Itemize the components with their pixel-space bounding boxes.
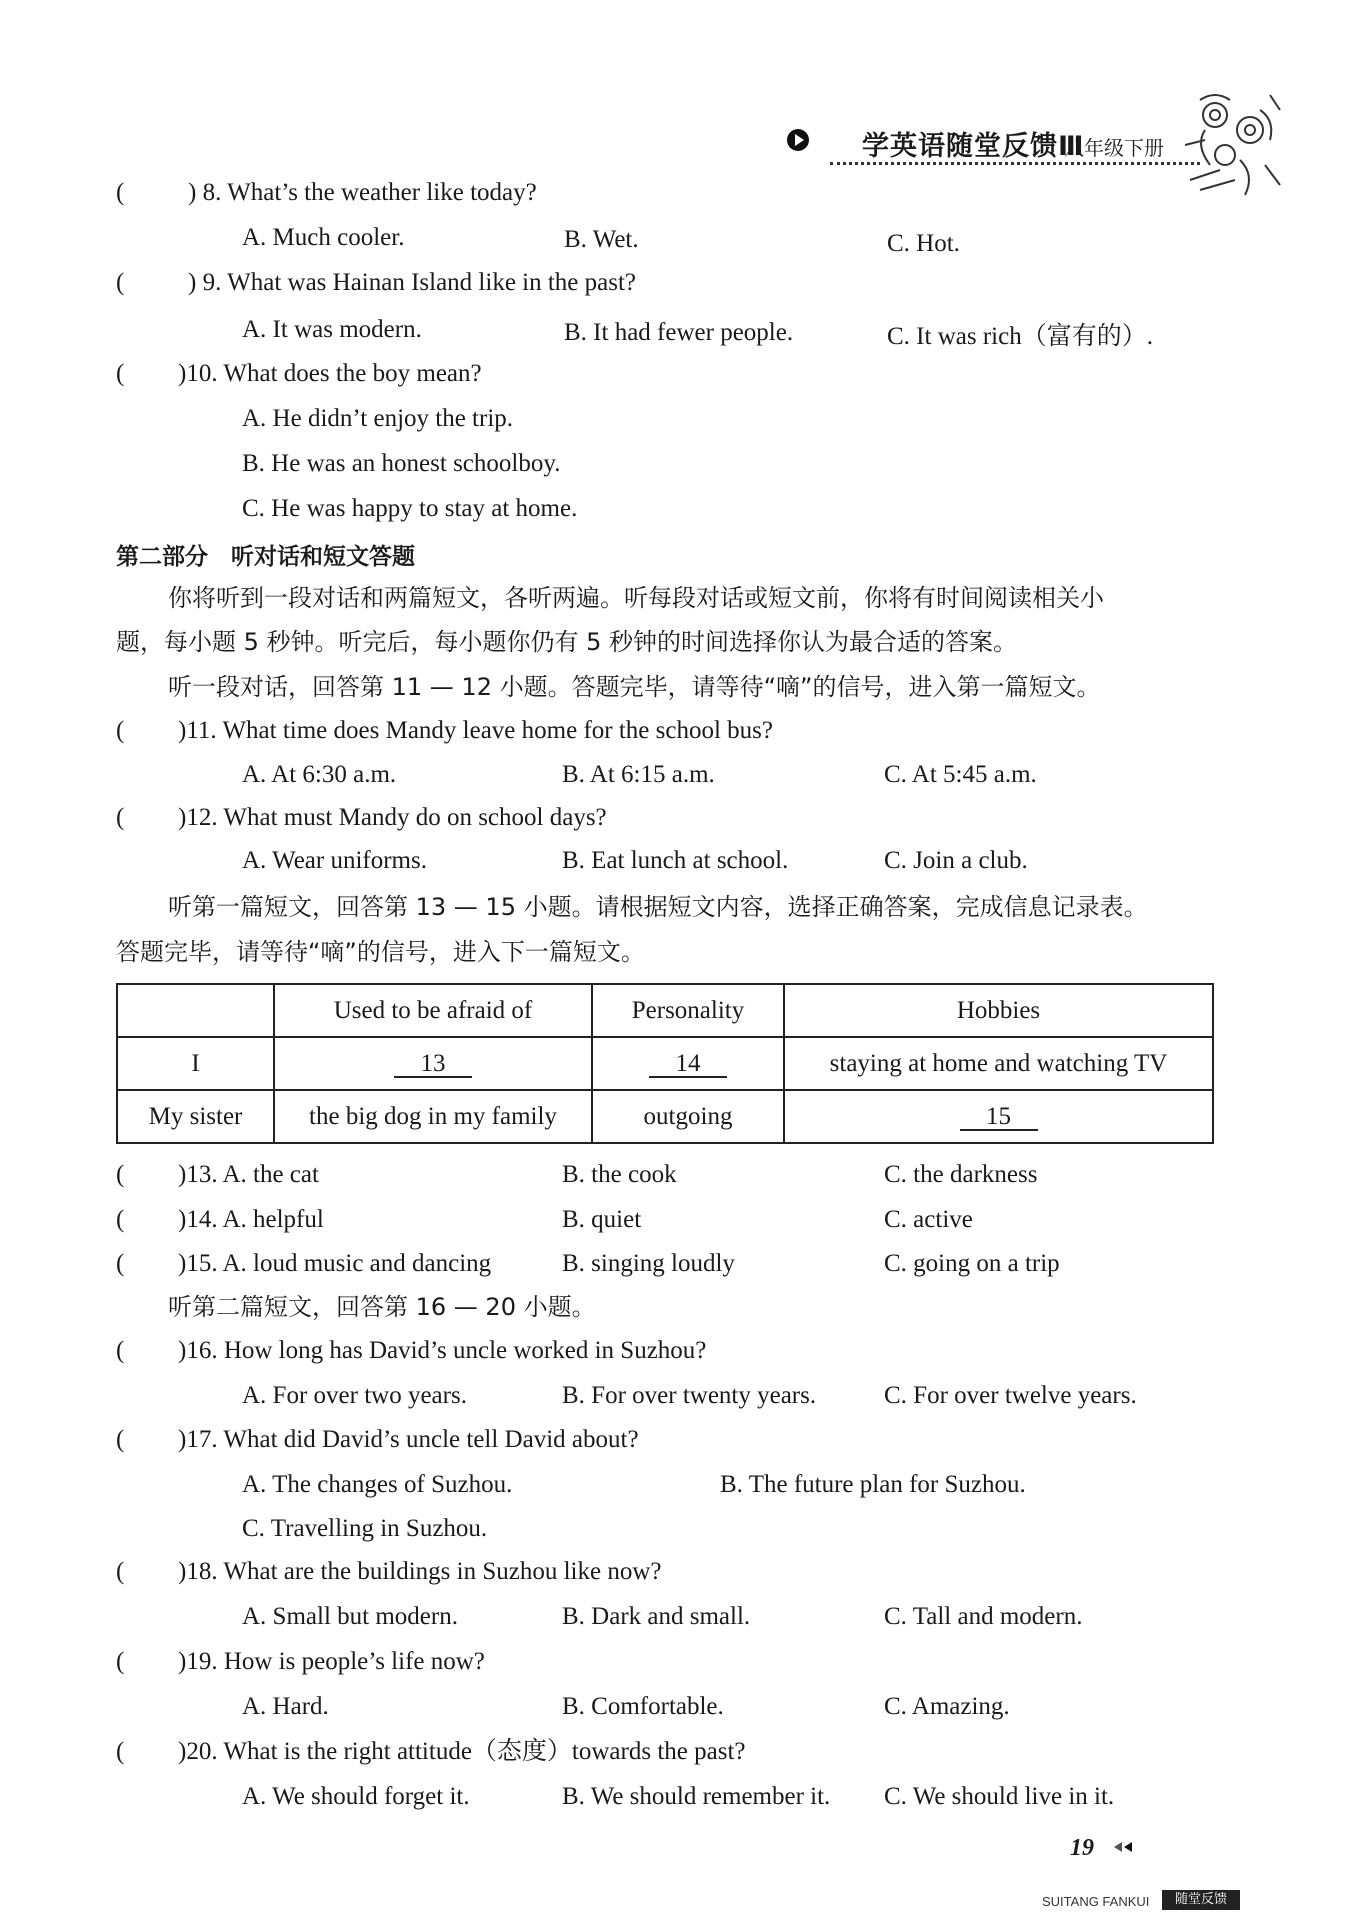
table-row [117, 1037, 1213, 1090]
answer-bracket: ( [116, 1337, 125, 1364]
passage-1-instruction-line-2: 答题完毕，请等待“嘀”的信号，进入下一篇短文。 [116, 938, 645, 966]
footer-badge: 随堂反馈 [1162, 1890, 1240, 1910]
table-header-cell: Used to be afraid of [274, 984, 592, 1037]
answer-bracket: ( [116, 717, 125, 744]
double-arrow-left-icon [1110, 1840, 1138, 1854]
answer-bracket: ( [116, 1738, 125, 1765]
info-record-table [116, 983, 1214, 1144]
table-cell-who: My sister [117, 1090, 274, 1143]
header-title: 学英语随堂反馈Ⅲ [862, 131, 1085, 162]
question-16-option-a: A. For over two years. [242, 1382, 467, 1409]
passage-2-instruction: 听第二篇短文，回答第 16 — 20 小题。 [168, 1293, 596, 1321]
dialog-instruction: 听一段对话，回答第 11 — 12 小题。答题完毕，请等待“嘀”的信号，进入第一篇短文。 [168, 673, 1101, 701]
question-20-option-a: A. We should forget it. [242, 1783, 470, 1810]
question-18-option-b: B. Dark and small. [562, 1603, 751, 1630]
section-2-intro-line-2: 题，每小题 5 秒钟。听完后，每小题你仍有 5 秒钟的时间选择你认为最合适的答案。 [116, 628, 1018, 656]
question-10-option-c: C. He was happy to stay at home. [242, 495, 578, 522]
question-13-option-b: B. the cook [562, 1161, 677, 1188]
question-16-option-b: B. For over twenty years. [562, 1382, 817, 1409]
question-16-option-c: C. For over twelve years. [884, 1382, 1137, 1409]
answer-bracket: ( [116, 1206, 125, 1233]
answer-bracket: ( [116, 1426, 125, 1453]
table-cell-afraid: the big dog in my family [274, 1090, 592, 1143]
question-9-stem: ) 9. What was Hainan Island like in the past? [188, 269, 637, 296]
question-20-stem: )20. What is the right attitude（态度）towards the past? [178, 1738, 746, 1765]
question-14-option-b: B. quiet [562, 1206, 642, 1233]
question-19-option-a: A. Hard. [242, 1693, 329, 1720]
question-20-option-c: C. We should live in it. [884, 1783, 1115, 1810]
question-8-option-c: C. Hot. [887, 230, 960, 257]
blank-14: 14 [649, 1052, 727, 1078]
page-number: 19 [1070, 1835, 1094, 1861]
question-18-option-c: C. Tall and modern. [884, 1603, 1083, 1630]
question-10-stem: )10. What does the boy mean? [178, 360, 482, 387]
answer-bracket: ( [116, 179, 125, 206]
question-17-stem: )17. What did David’s uncle tell David about? [178, 1426, 639, 1453]
question-9-option-c: C. It was rich（富有的）. [887, 323, 1153, 350]
header-dotted-rule [830, 162, 1200, 165]
question-9-option-b: B. It had fewer people. [564, 319, 794, 346]
question-11-option-b: B. At 6:15 a.m. [562, 761, 715, 788]
footer-label: SUITANG FANKUI [1042, 1894, 1150, 1909]
play-circle-icon [786, 128, 810, 152]
question-11-option-a: A. At 6:30 a.m. [242, 761, 397, 788]
passage-1-instruction-line-1: 听第一篇短文，回答第 13 — 15 小题。请根据短文内容，选择正确答案，完成信息记录表。 [168, 893, 1148, 921]
table-header-row [117, 984, 1213, 1037]
table-cell-hobbies: staying at home and watching TV [784, 1037, 1213, 1090]
question-12-option-c: C. Join a club. [884, 847, 1028, 874]
answer-bracket: ( [116, 360, 125, 387]
question-17-option-c: C. Travelling in Suzhou. [242, 1515, 488, 1542]
table-cell-personality [592, 1037, 784, 1090]
table-header-cell: Personality [592, 984, 784, 1037]
blank-13: 13 [394, 1052, 472, 1078]
table-cell-afraid [274, 1037, 592, 1090]
question-16-stem: )16. How long has David’s uncle worked in Suzhou? [178, 1337, 707, 1364]
section-2-title: 第二部分 听对话和短文答题 [116, 544, 415, 570]
table-row [117, 1090, 1213, 1143]
question-8-stem: ) 8. What’s the weather like today? [188, 179, 537, 206]
table-cell-personality: outgoing [592, 1090, 784, 1143]
floral-ornament-icon [1180, 85, 1290, 205]
answer-bracket: ( [116, 1558, 125, 1585]
question-15-stem: )15. A. loud music and dancing [178, 1250, 492, 1277]
question-20-option-b: B. We should remember it. [562, 1783, 831, 1810]
question-8-option-b: B. Wet. [564, 226, 639, 253]
table-cell-hobbies [784, 1090, 1213, 1143]
question-14-option-c: C. active [884, 1206, 973, 1233]
answer-bracket: ( [116, 804, 125, 831]
answer-bracket: ( [116, 1250, 125, 1277]
question-17-option-b: B. The future plan for Suzhou. [720, 1471, 1026, 1498]
answer-bracket: ( [116, 269, 125, 296]
question-15-option-c: C. going on a trip [884, 1250, 1060, 1277]
question-11-option-c: C. At 5:45 a.m. [884, 761, 1037, 788]
question-12-option-b: B. Eat lunch at school. [562, 847, 789, 874]
question-12-option-a: A. Wear uniforms. [242, 847, 427, 874]
question-13-option-c: C. the darkness [884, 1161, 1038, 1188]
question-9-option-a: A. It was modern. [242, 316, 422, 343]
blank-15: 15 [960, 1105, 1038, 1131]
question-14-stem: )14. A. helpful [178, 1206, 324, 1233]
table-cell-who: I [117, 1037, 274, 1090]
question-17-option-a: A. The changes of Suzhou. [242, 1471, 513, 1498]
table-header-cell: Hobbies [784, 984, 1213, 1037]
question-10-option-b: B. He was an honest schoolboy. [242, 450, 561, 477]
question-10-option-a: A. He didn’t enjoy the trip. [242, 405, 514, 432]
table-header-cell [117, 984, 274, 1037]
section-2-intro-line-1: 你将听到一段对话和两篇短文，各听两遍。听每段对话或短文前，你将有时间阅读相关小 [168, 584, 1104, 612]
question-8-option-a: A. Much cooler. [242, 224, 405, 251]
header-grade: 八年级下册 [1064, 136, 1164, 160]
question-19-option-c: C. Amazing. [884, 1693, 1010, 1720]
question-11-stem: )11. What time does Mandy leave home for the school bus? [178, 717, 773, 744]
question-18-option-a: A. Small but modern. [242, 1603, 458, 1630]
question-19-option-b: B. Comfortable. [562, 1693, 724, 1720]
question-15-option-b: B. singing loudly [562, 1250, 735, 1277]
question-13-stem: )13. A. the cat [178, 1161, 319, 1188]
question-19-stem: )19. How is people’s life now? [178, 1648, 485, 1675]
question-12-stem: )12. What must Mandy do on school days? [178, 804, 607, 831]
question-18-stem: )18. What are the buildings in Suzhou like now? [178, 1558, 662, 1585]
answer-bracket: ( [116, 1161, 125, 1188]
answer-bracket: ( [116, 1648, 125, 1675]
